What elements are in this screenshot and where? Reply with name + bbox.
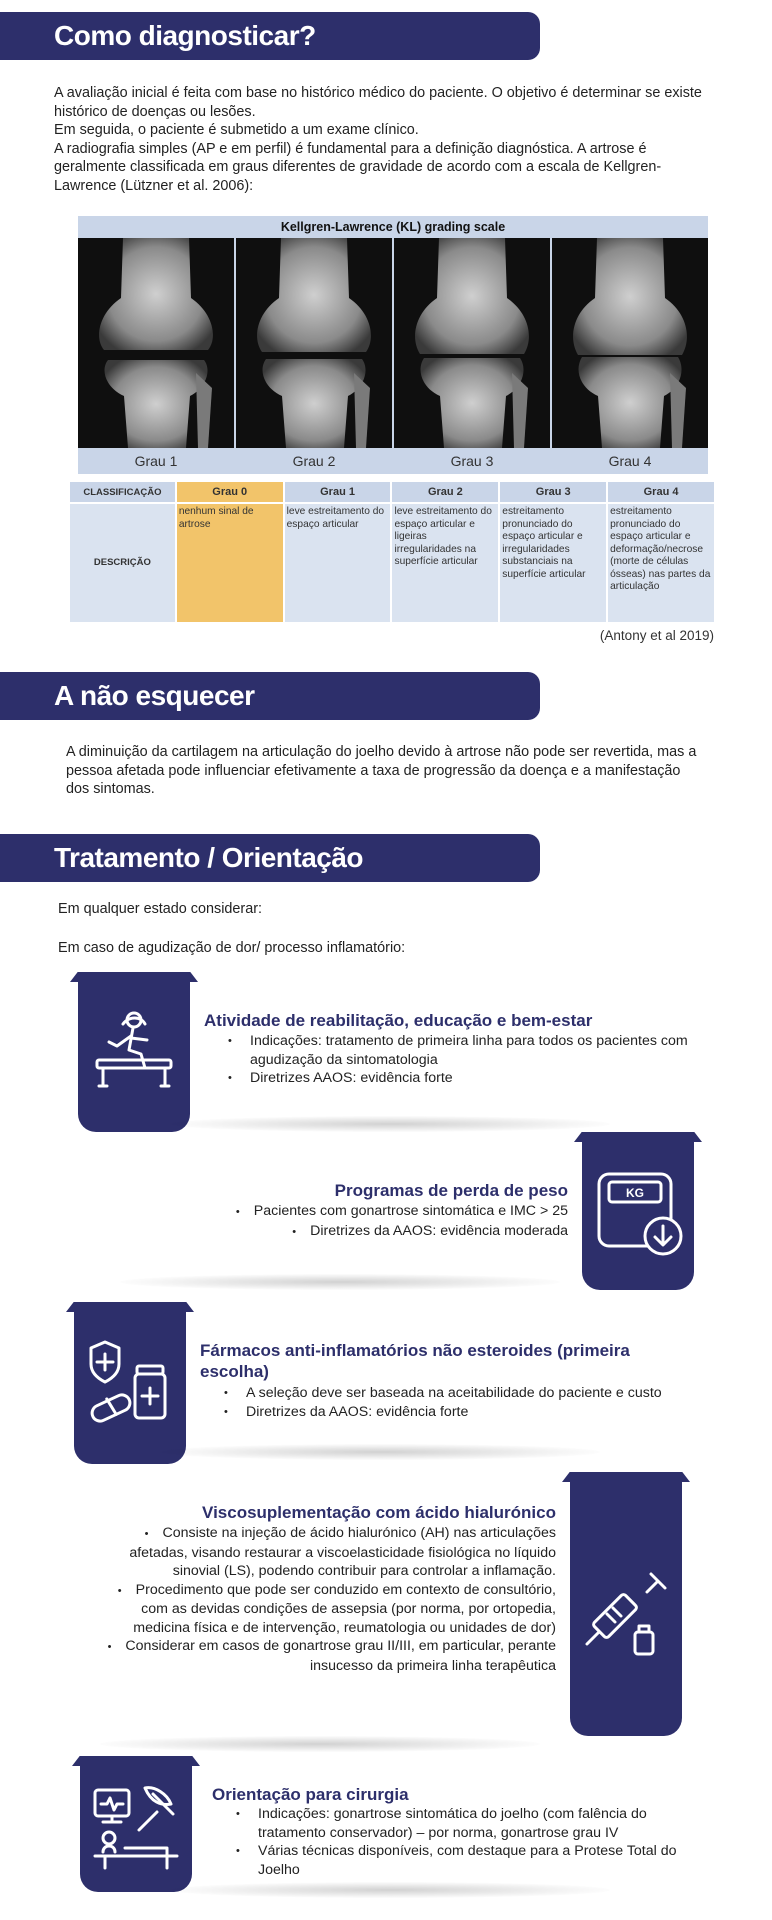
- surgery-bullets: [236, 1805, 716, 1879]
- xray-image-grade-1: [78, 238, 234, 448]
- table-row: [70, 482, 714, 502]
- item-divider-shadow: [120, 1274, 560, 1290]
- surgery-tab: [80, 1766, 192, 1892]
- rehabilitation-bullets: [228, 1032, 708, 1088]
- treatment-intro-2: Em caso de agudização de dor/ processo inflamatório:: [58, 940, 406, 956]
- rehabilitation-title: Atividade de reabilitação, educação e bem-estar: [204, 1011, 593, 1030]
- item-divider-shadow: [160, 1444, 600, 1460]
- table-source-citation: (Antony et al 2019): [599, 628, 714, 643]
- list-item: • Diretrizes da AAOS: evidência forte: [224, 1403, 704, 1422]
- diagnosis-line-3: A radiografia simples (AP e em perfil) é fundamental para a definição diagnóstica. A artrose é geralmente classificada em graus diferentes de gravidade de acordo com a escala de Kellgren-Lawrence (Lützner et al. 2006):: [54, 140, 662, 194]
- xray-label-grade-1: Grau 1: [134, 453, 178, 469]
- list-item: • Várias técnicas disponíveis, com destaque para a Protese Total do Joelho: [236, 1842, 716, 1879]
- viscosupplementation-title: Viscosuplementação com ácido hialurónico: [202, 1503, 556, 1522]
- table-header-grade-2: Grau 2: [392, 482, 498, 502]
- list-item: • Indicações: gonartrose sintomática do joelho (com falência do tratamento conservador) – por norma, gonartrose grau IV: [236, 1805, 716, 1842]
- item-divider-shadow: [100, 1736, 540, 1752]
- list-item: • Indicações: tratamento de primeira linha para todos os pacientes com agudização da sintomatologia: [228, 1032, 708, 1069]
- list-item: • Diretrizes AAOS: evidência forte: [228, 1069, 708, 1088]
- table-cell-grade-2: leve estreitamento do espaço articular e ligeiras irregularidades na superfície articular: [392, 504, 498, 622]
- item-divider-shadow: [170, 1882, 610, 1898]
- xray-image-grade-4: [552, 238, 708, 448]
- item-divider-shadow: [170, 1116, 610, 1132]
- diagnosis-line-2: Em seguida, o paciente é submetido a um exame clínico.: [54, 122, 419, 138]
- diagnosis-line-1: A avaliação inicial é feita com base no histórico médico do paciente. O objetivo é determinar se existe histórico de doenças ou lesões.: [54, 85, 702, 120]
- rehabilitation-icon: [89, 1006, 179, 1096]
- section-title-diagnosis: Como diagnosticar?: [0, 12, 540, 60]
- list-item: • Consiste na injeção de ácido hialurónico (AH) nas articulações afetadas, visando restaurar a viscoelasticidade fisiológica no líquido sinovial (LS), podendo contribuir para controlar a inflamação.: [129, 1525, 556, 1579]
- nsaids-bullets: [224, 1384, 704, 1421]
- table-header-grade-3: Grau 3: [500, 482, 606, 502]
- surgery-icon: [91, 1782, 181, 1872]
- xray-label-grade-4: Grau 4: [608, 453, 652, 469]
- xray-label-grade-2: Grau 2: [292, 453, 336, 469]
- table-row: [70, 504, 714, 622]
- xray-image-grade-2: [236, 238, 392, 448]
- kl-figure-title: Kellgren-Lawrence (KL) grading scale: [280, 220, 506, 234]
- weight-loss-bullets: [88, 1202, 568, 1241]
- xray-image-grade-3: [394, 238, 550, 448]
- nsaids-title: Fármacos anti-inflamatórios não esteroides (primeira escolha): [200, 1341, 630, 1381]
- table-cell-grade-4: estreitamento pronunciado do espaço articular e deformação/necrose (morte de células ósseas) nas partes da articulação: [608, 504, 714, 622]
- table-header-grade-1: Grau 1: [285, 482, 391, 502]
- kl-xray-figure: [78, 216, 708, 474]
- weight-scale-icon: [593, 1166, 683, 1256]
- scale-kg-label: KG: [626, 1186, 644, 1200]
- list-item: • Pacientes com gonartrose sintomática e IMC > 25: [235, 1203, 568, 1219]
- diagnosis-text: [54, 84, 704, 195]
- viscosupplementation-tab: [570, 1482, 682, 1736]
- remember-text: A diminuição da cartilagem na articulação do joelho devido à artrose não pode ser revertida, mas a pessoa afetada pode influenciar efetivamente a taxa de progressão da doença e a manifestação dos sintomas.: [66, 744, 697, 797]
- list-item: • Considerar em casos de gonartrose grau II/III, em particular, perante insucesso da primeira linha terapêutica: [107, 1638, 556, 1674]
- table-label-description: DESCRIÇÃO: [70, 504, 175, 622]
- medication-tab: [74, 1312, 186, 1464]
- treatment-intro-1: Em qualquer estado considerar:: [58, 901, 262, 917]
- table-cell-grade-1: leve estreitamento do espaço articular: [285, 504, 391, 622]
- rehabilitation-tab: [78, 982, 190, 1132]
- table-header-classification: CLASSIFICAÇÃO: [70, 482, 175, 502]
- section-title-treatment: Tratamento / Orientação: [0, 834, 540, 882]
- syringe-icon: [581, 1568, 671, 1658]
- table-header-grade-4: Grau 4: [608, 482, 714, 502]
- weight-loss-tab: [582, 1142, 694, 1290]
- list-item: • Procedimento que pode ser conduzido em contexto de consultório, com as devidas condições de assepsia (por norma, por ortopedia, medicina física e de intervenção, reumatologia ou unidades de dor): [117, 1581, 556, 1636]
- xray-label-grade-3: Grau 3: [450, 453, 494, 469]
- section-title-remember: A não esquecer: [0, 672, 540, 720]
- weight-loss-title: Programas de perda de peso: [334, 1181, 568, 1200]
- table-header-grade-0: Grau 0: [177, 482, 283, 502]
- medication-icon: [85, 1338, 175, 1428]
- table-cell-grade-0: nenhum sinal de artrose: [177, 504, 283, 622]
- list-item: • A seleção deve ser baseada na aceitabilidade do paciente e custo: [224, 1384, 704, 1403]
- surgery-title: Orientação para cirurgia: [212, 1785, 409, 1804]
- kl-classification-table: [68, 480, 716, 624]
- list-item: • Diretrizes da AAOS: evidência moderada: [292, 1222, 568, 1239]
- viscosupplementation-bullets: [96, 1524, 556, 1675]
- table-cell-grade-3: estreitamento pronunciado do espaço articular e irregularidades substanciais na superfície articular: [500, 504, 606, 622]
